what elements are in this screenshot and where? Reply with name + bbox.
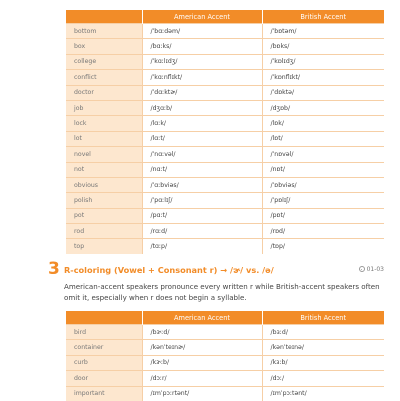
- british-pronunciation-cell: /ˈpɒlɪʃ/: [262, 193, 384, 208]
- word-cell: doctor: [66, 85, 142, 100]
- table-row: [66, 371, 384, 386]
- section-heading: [48, 261, 388, 281]
- american-pronunciation-cell: /rɑːd/: [142, 224, 262, 239]
- table-row: [66, 177, 384, 192]
- table-row: [66, 116, 384, 131]
- american-pronunciation-cell: /tɑːp/: [142, 239, 262, 254]
- cd-icon: [359, 266, 365, 272]
- table-row: [66, 54, 384, 69]
- american-pronunciation-cell: /pɑːt/: [142, 208, 262, 223]
- section-title: R-coloring (Vowel + Consonant r) → /ɚ/ vs. /ə/: [64, 265, 274, 275]
- table-row: [66, 39, 384, 54]
- american-column-header: American Accent: [142, 10, 262, 24]
- pronunciation-table-r-coloring: [66, 311, 384, 401]
- word-cell: college: [66, 54, 142, 69]
- british-pronunciation-cell: /ˈdɒktə/: [262, 85, 384, 100]
- american-pronunciation-cell: /ˈɑːbviəs/: [142, 177, 262, 192]
- table-row: [66, 239, 384, 254]
- word-cell: not: [66, 162, 142, 177]
- american-pronunciation-cell: /kənˈteɪnɚ/: [142, 340, 262, 355]
- word-cell: door: [66, 371, 142, 386]
- american-pronunciation-cell: /lɑːt/: [142, 131, 262, 146]
- table-row: [66, 208, 384, 223]
- table-row: [66, 70, 384, 85]
- pronunciation-table-vowel: [66, 10, 384, 254]
- word-cell: pot: [66, 208, 142, 223]
- british-pronunciation-cell: /lɒk/: [262, 116, 384, 131]
- british-pronunciation-cell: /ˈnɒvəl/: [262, 147, 384, 162]
- american-pronunciation-cell: /ˈdɑːktɚ/: [142, 85, 262, 100]
- table-header-row: [66, 311, 384, 325]
- table-row: [66, 325, 384, 340]
- word-cell: job: [66, 100, 142, 115]
- table-row: [66, 386, 384, 401]
- british-pronunciation-cell: /dʒɒb/: [262, 100, 384, 115]
- table-row: [66, 147, 384, 162]
- british-pronunciation-cell: /bɒks/: [262, 39, 384, 54]
- word-cell: rod: [66, 224, 142, 239]
- american-pronunciation-cell: /bɑːks/: [142, 39, 262, 54]
- table-row: [66, 162, 384, 177]
- british-pronunciation-cell: /ɪmˈpɔːtənt/: [262, 386, 384, 401]
- american-pronunciation-cell: /ˈpɑːlɪʃ/: [142, 193, 262, 208]
- table-body: [66, 325, 384, 401]
- table-row: [66, 193, 384, 208]
- table-header-row: [66, 10, 384, 24]
- british-pronunciation-cell: /bɜːd/: [262, 325, 384, 340]
- word-cell: polish: [66, 193, 142, 208]
- british-pronunciation-cell: /ˈɒbviəs/: [262, 177, 384, 192]
- word-cell: curb: [66, 355, 142, 370]
- table-body: [66, 24, 384, 254]
- american-pronunciation-cell: /ˈkɑːlɪdʒ/: [142, 54, 262, 69]
- word-column-header: [66, 311, 142, 325]
- american-pronunciation-cell: /lɑːk/: [142, 116, 262, 131]
- british-pronunciation-cell: /dɔː/: [262, 371, 384, 386]
- british-pronunciation-cell: /ˈbɒtəm/: [262, 24, 384, 39]
- table-row: [66, 224, 384, 239]
- table-row: [66, 85, 384, 100]
- american-pronunciation-cell: /dɔːr/: [142, 371, 262, 386]
- word-cell: lock: [66, 116, 142, 131]
- american-column-header: American Accent: [142, 311, 262, 325]
- american-pronunciation-cell: /bɝːd/: [142, 325, 262, 340]
- british-pronunciation-cell: /kənˈteɪnə/: [262, 340, 384, 355]
- american-pronunciation-cell: /ˈbɑːdəm/: [142, 24, 262, 39]
- american-pronunciation-cell: /ɪmˈpɔːrtənt/: [142, 386, 262, 401]
- section-description: American-accent speakers pronounce every written r while British-accent speakers often omit it, especially when r does not begin a syllable.: [64, 282, 380, 302]
- british-pronunciation-cell: /tɒp/: [262, 239, 384, 254]
- american-pronunciation-cell: /kɝːb/: [142, 355, 262, 370]
- british-pronunciation-cell: /kɜːb/: [262, 355, 384, 370]
- section-number: 3: [48, 259, 60, 279]
- table-row: [66, 355, 384, 370]
- british-pronunciation-cell: /nɒt/: [262, 162, 384, 177]
- word-cell: top: [66, 239, 142, 254]
- word-cell: bird: [66, 325, 142, 340]
- word-cell: obvious: [66, 177, 142, 192]
- word-cell: novel: [66, 147, 142, 162]
- british-pronunciation-cell: /pɒt/: [262, 208, 384, 223]
- word-cell: important: [66, 386, 142, 401]
- word-cell: lot: [66, 131, 142, 146]
- american-pronunciation-cell: /ˈkɑːnflɪkt/: [142, 70, 262, 85]
- table-row: [66, 340, 384, 355]
- table-row: [66, 100, 384, 115]
- british-column-header: British Accent: [262, 311, 384, 325]
- american-pronunciation-cell: /dʒɑːb/: [142, 100, 262, 115]
- british-column-header: British Accent: [262, 10, 384, 24]
- british-pronunciation-cell: /lɒt/: [262, 131, 384, 146]
- audio-track-label: [359, 266, 384, 273]
- british-pronunciation-cell: /ˈkɒlɪdʒ/: [262, 54, 384, 69]
- audio-track-code: 01-03: [366, 266, 384, 273]
- word-cell: container: [66, 340, 142, 355]
- word-column-header: [66, 10, 142, 24]
- british-pronunciation-cell: /ˈkɒnflɪkt/: [262, 70, 384, 85]
- word-cell: conflict: [66, 70, 142, 85]
- american-pronunciation-cell: /ˈnɑːvəl/: [142, 147, 262, 162]
- table-row: [66, 131, 384, 146]
- word-cell: box: [66, 39, 142, 54]
- table-row: [66, 24, 384, 39]
- british-pronunciation-cell: /rɒd/: [262, 224, 384, 239]
- american-pronunciation-cell: /nɑːt/: [142, 162, 262, 177]
- word-cell: bottom: [66, 24, 142, 39]
